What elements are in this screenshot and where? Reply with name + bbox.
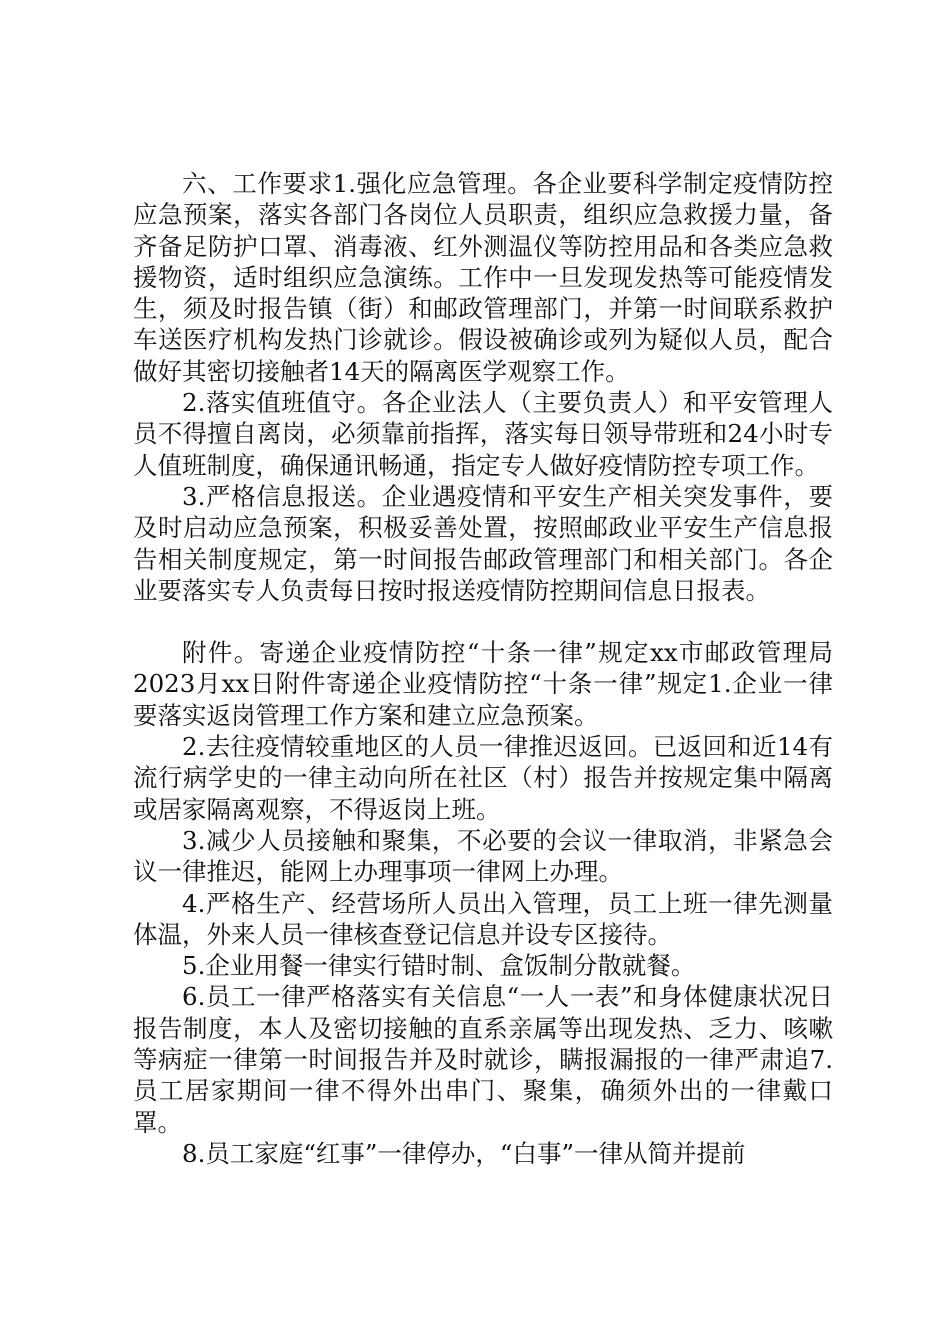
rule-3-paragraph: 3.减少人员接触和聚集，不必要的会议一律取消，非紧急会议一律推迟，能网上办理事项一律网上办理。 [133, 825, 833, 887]
info-report-paragraph: 3.严格信息报送。企业遇疫情和平安生产相关突发事件，要及时启动应急预案，积极妥善处置，按照邮政业平安生产信息报告相关制度规定，第一时间报告邮政管理部门和相关部门。各企业要落实专人负责每日按时报送疫情防控期间信息日报表。 [133, 481, 833, 605]
duty-paragraph: 2.落实值班值守。各企业法人（主要负责人）和平安管理人员不得擅自离岗，必须靠前指挥，落实每日领导带班和24小时专人值班制度，确保通讯畅通，指定专人做好疫情防控专项工作。 [133, 388, 833, 480]
rule-8-paragraph: 8.员工家庭“红事”一律停办，“白事”一律从简并提前 [182, 1138, 746, 1168]
rule-2-paragraph: 2.去往疫情较重地区的人员一律推迟返回。已返回和近14有流行病学史的一律主动向所在社区（村）报告并按规定集中隔离或居家隔离观察，不得返岗上班。 [133, 732, 833, 824]
rule-6-7-paragraph: 6.员工一律严格落实有关信息“一人一表”和身体健康状况日报告制度，本人及密切接触的直系亲属等出现发热、乏力、咳嗽等病症一律第一时间报告并及时就诊，瞒报漏报的一律严肃追7.员工居家期间一律不得外出串门、聚集，确须外出的一律戴口罩。 [133, 982, 833, 1137]
work-requirements-paragraph: 六、工作要求1.强化应急管理。各企业要科学制定疫情防控应急预案，落实各部门各岗位人员职责，组织应急救援力量，备齐备足防护口罩、消毒液、红外测温仪等防控用品和各类应急救援物资，适时组织应急演练。工作中一旦发现发热等可能疫情发生，须及时报告镇（街）和邮政管理部门，并第一时间联系救护车送医疗机构发热门诊就诊。假设被确诊或列为疑似人员，配合做好其密切接触者14天的隔离医学观察工作。 [133, 169, 833, 386]
rule-5-paragraph: 5.企业用餐一律实行错时制、盒饭制分散就餐。 [182, 951, 696, 981]
attachment-intro-paragraph: 附件。寄递企业疫情防控“十条一律”规定xx市邮政管理局2023月xx日附件寄递企业疫情防控“十条一律”规定1.企业一律要落实返岗管理工作方案和建立应急预案。 [133, 638, 833, 730]
document-body [133, 168, 833, 1169]
rule-4-paragraph: 4.严格生产、经营场所人员出入管理，员工上班一律先测量体温，外来人员一律核查登记信息并设专区接待。 [133, 888, 833, 949]
